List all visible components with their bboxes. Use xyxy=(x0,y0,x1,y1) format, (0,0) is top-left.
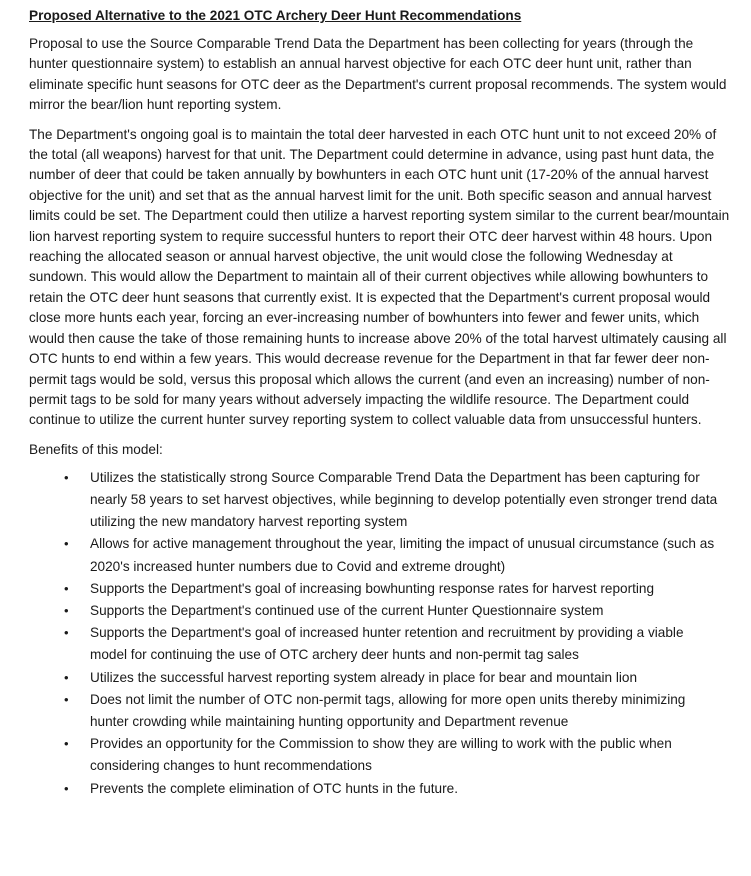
bullet-icon: • xyxy=(64,691,69,707)
document-title: Proposed Alternative to the 2021 OTC Archery Deer Hunt Recommendations xyxy=(29,8,522,23)
list-item xyxy=(29,467,741,534)
benefits-heading: Benefits of this model: xyxy=(29,441,163,457)
paragraph-goal xyxy=(29,125,741,431)
document-page xyxy=(29,6,741,800)
bullet-icon: • xyxy=(64,736,69,752)
benefit-text: Supports the Department's goal of increased hunter retention and recruitment by providing a viable model for continuing the use of OTC archery deer hunts and non-permit tag sales xyxy=(90,625,684,663)
bullet-icon: • xyxy=(64,669,69,685)
list-item xyxy=(29,778,741,800)
list-item xyxy=(29,600,741,622)
benefits-list xyxy=(29,467,741,800)
paragraph-goal-text: The Department's ongoing goal is to maintain the total deer harvested in each OTC hunt unit to not exceed 20% of the total (all weapons) harvest for that unit. The Department could determine in advance, using past hunt data, the number of deer that could be taken annually by bowhunters in each OTC hunt unit (17-20% of the annual harvest objective for the unit) and set that as the annual harvest limit for the unit. Both specific season and annual harvest limits could be set. The Department could then utilize a harvest reporting system similar to the current bear/mountain lion harvest reporting system to require successful hunters to report their OTC deer harvest within 48 hours. Upon reaching the allocated season or annual harvest objective, the unit would close the following Wednesday at sundown. This would allow the Department to maintain all of their current objectives while allowing bowhunters to retain the OTC deer hunt seasons that currently exist. It is expected that the Department's current proposal would close more hunts each year, forcing an ever-increasing number of bowhunters into fewer and fewer units, which would then cause the take of those remaining hunts to increase above 20% of the total harvest ultimately causing all OTC hunts to end within a few years. This would decrease revenue for the Department in that far fewer deer non-permit tags would be sold, versus this proposal which allows the current (and even an increasing) number of non-permit tags to be sold for many years without adversely impacting the wildlife resource. The Department could continue to utilize the current hunter survey reporting system to collect valuable data from unsuccessful hunters. xyxy=(29,126,730,428)
benefit-text: Provides an opportunity for the Commission to show they are willing to work with the public when considering changes to hunt recommendations xyxy=(90,736,672,774)
benefit-text: Does not limit the number of OTC non-permit tags, allowing for more open units thereby minimizing hunter crowding while maintaining hunting opportunity and Department revenue xyxy=(90,691,686,729)
bullet-icon: • xyxy=(64,780,69,796)
benefit-text: Allows for active management throughout the year, limiting the impact of unusual circumstance (such as 2020's increased hunter numbers due to Covid and extreme drought) xyxy=(90,536,715,574)
benefit-text: Supports the Department's goal of increasing bowhunting response rates for harvest reporting xyxy=(90,580,655,596)
list-item xyxy=(29,578,741,600)
list-item xyxy=(29,667,741,689)
list-item xyxy=(29,533,741,577)
bullet-icon: • xyxy=(64,580,69,596)
bullet-icon: • xyxy=(64,469,69,485)
bullet-icon: • xyxy=(64,625,69,641)
list-item xyxy=(29,622,741,666)
paragraph-proposal-text: Proposal to use the Source Comparable Trend Data the Department has been collecting for years (through the hunter questionnaire system) to establish an annual harvest objective for each OTC deer hunt unit, rather than eliminate specific hunt seasons for OTC deer as the Department's current proposal recommends. The system would mirror the bear/lion hunt reporting system. xyxy=(29,36,727,113)
list-item xyxy=(29,733,741,777)
bullet-icon: • xyxy=(64,536,69,552)
bullet-icon: • xyxy=(64,602,69,618)
benefit-text: Utilizes the successful harvest reporting system already in place for bear and mountain lion xyxy=(90,669,638,685)
list-item xyxy=(29,689,741,733)
benefit-text: Supports the Department's continued use of the current Hunter Questionnaire system xyxy=(90,602,604,618)
benefit-text: Prevents the complete elimination of OTC hunts in the future. xyxy=(90,780,458,796)
benefit-text: Utilizes the statistically strong Source Comparable Trend Data the Department has been capturing for nearly 58 years to set harvest objectives, while beginning to develop potentially even stronger trend data utilizing the new mandatory harvest reporting system xyxy=(90,469,718,530)
paragraph-proposal xyxy=(29,34,741,116)
